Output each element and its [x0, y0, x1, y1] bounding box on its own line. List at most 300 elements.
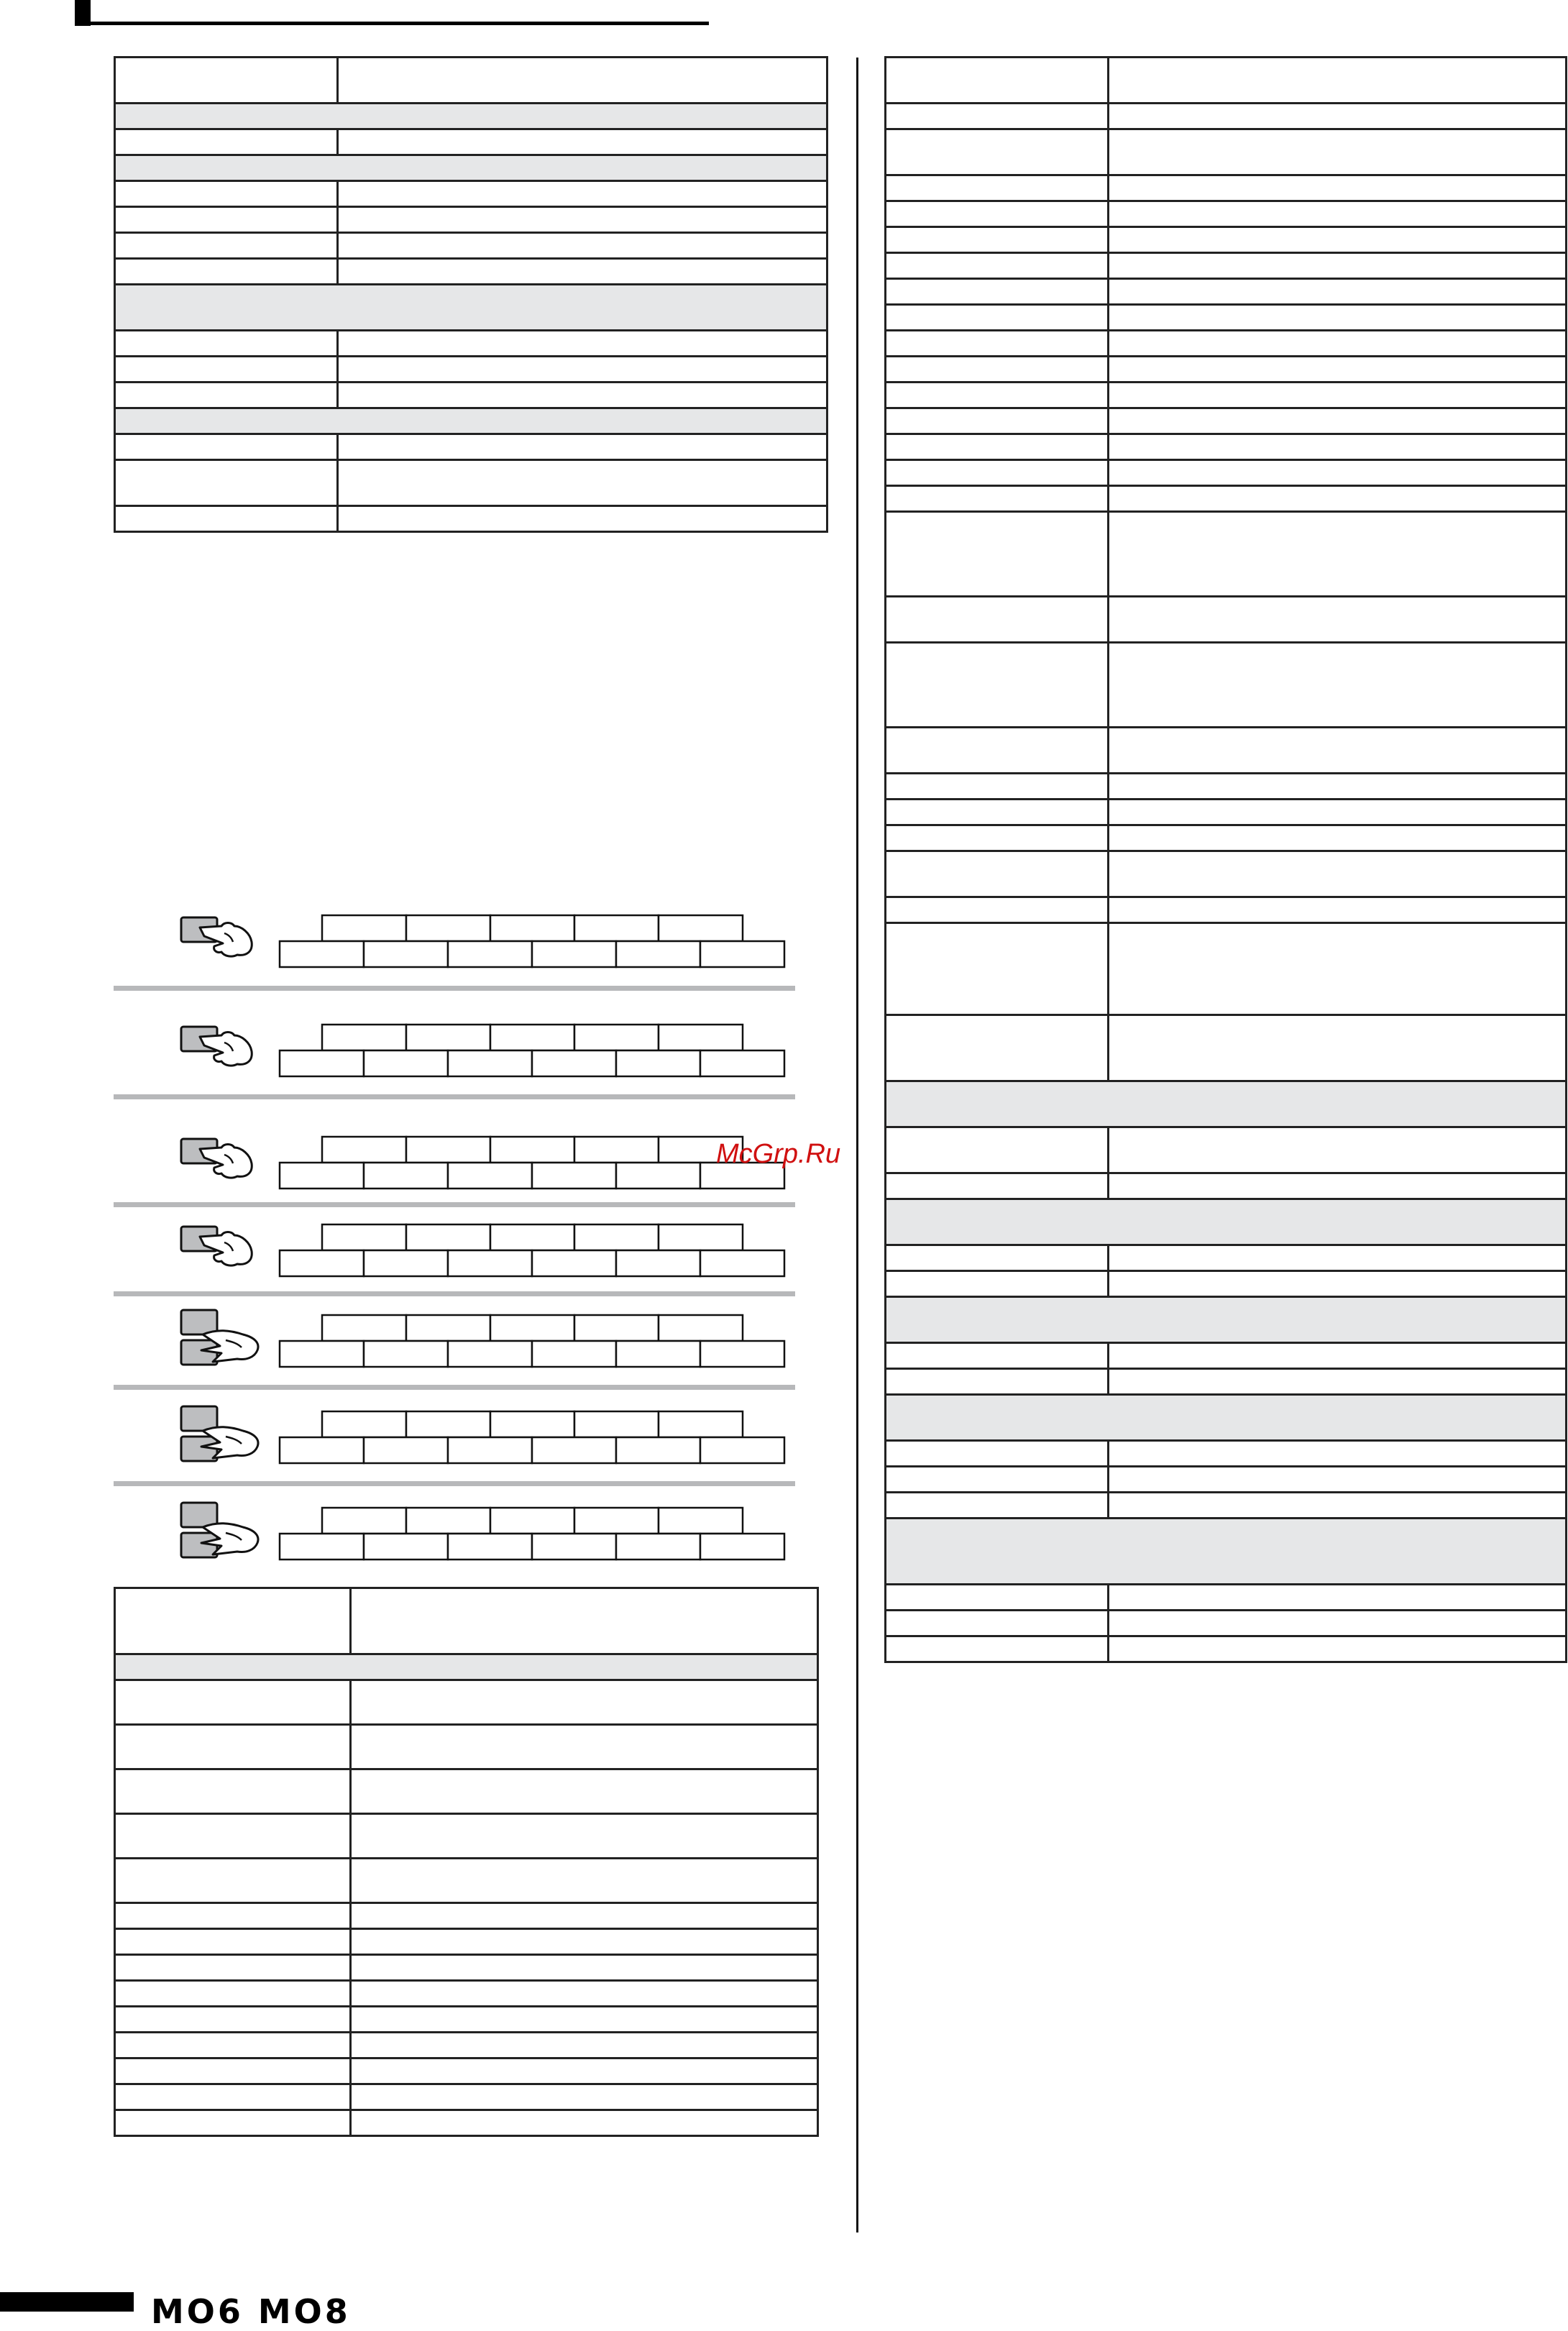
table-row: [115, 181, 827, 207]
description-cell: [1109, 1585, 1567, 1611]
lower-key: [280, 1437, 364, 1463]
description-cell: [1109, 201, 1567, 227]
parameter-cell: [886, 1585, 1109, 1611]
description-cell: [338, 331, 827, 357]
upper-key: [574, 1137, 659, 1163]
table-row: [886, 774, 1567, 800]
table-row: [115, 259, 827, 285]
lower-key: [364, 1163, 448, 1189]
description-cell: [1109, 800, 1567, 825]
parameter-cell: [886, 1343, 1109, 1369]
description-cell: [351, 2033, 818, 2058]
table-row: [115, 233, 827, 259]
description-cell: [1109, 227, 1567, 253]
table-row: [886, 460, 1567, 486]
parameter-cell: [115, 331, 338, 357]
lower-key: [616, 1250, 700, 1276]
header-rule: [75, 22, 709, 25]
table-section-row: [115, 285, 827, 331]
parameter-cell: [115, 2110, 351, 2136]
upper-key: [406, 1137, 490, 1163]
section-cell: [886, 1519, 1567, 1585]
upper-key: [490, 1224, 574, 1250]
table-section-row: [886, 1519, 1567, 1585]
table-row: [886, 643, 1567, 728]
keyboard-diagram: [277, 913, 787, 971]
description-cell: [1109, 460, 1567, 486]
table-row: [886, 1493, 1567, 1519]
lower-key: [616, 1341, 700, 1367]
parameter-cell: [115, 259, 338, 285]
table-row: [115, 506, 827, 532]
parameter-cell: [886, 1127, 1109, 1173]
keyboard-diagram: [277, 1135, 787, 1192]
description-cell: [351, 1929, 818, 1955]
lower-key: [700, 1050, 784, 1076]
description-cell: [1109, 728, 1567, 774]
upper-key: [406, 1508, 490, 1534]
parameter-cell: [886, 597, 1109, 643]
section-cell: [115, 285, 827, 331]
description-cell: [351, 2007, 818, 2033]
description-cell: [1109, 1441, 1567, 1467]
upper-key: [406, 915, 490, 941]
lower-key: [700, 1437, 784, 1463]
table-row: [886, 175, 1567, 201]
description-cell: [1109, 1636, 1567, 1662]
parameter-cell: [886, 227, 1109, 253]
parameter-cell: [886, 923, 1109, 1015]
description-cell: [1109, 851, 1567, 897]
parameter-cell: [115, 1725, 351, 1769]
parameter-cell: [115, 233, 338, 259]
parameter-cell: [115, 129, 338, 155]
table-row: [886, 1173, 1567, 1199]
description-cell: [1109, 1611, 1567, 1636]
lower-key: [616, 941, 700, 967]
table-row: [886, 597, 1567, 643]
upper-key: [574, 1411, 659, 1437]
parameter-cell: [115, 1769, 351, 1814]
description-cell: [1109, 383, 1567, 408]
lower-key: [532, 941, 616, 967]
description-cell: [1109, 331, 1567, 357]
parameter-cell: [886, 279, 1109, 305]
parameter-cell: [115, 2007, 351, 2033]
watermark: McGrp.Ru: [716, 1139, 841, 1169]
lower-key: [700, 1534, 784, 1560]
section-cell: [115, 1654, 818, 1680]
table-row: [886, 1015, 1567, 1081]
description-cell: [1109, 1271, 1567, 1297]
lower-key: [616, 1437, 700, 1463]
parameter-cell: [115, 434, 338, 460]
parameter-cell: [115, 1680, 351, 1725]
upper-key: [322, 1137, 406, 1163]
description-cell: [1109, 643, 1567, 728]
table-row: [886, 1467, 1567, 1493]
section-cell: [886, 1199, 1567, 1245]
upper-key: [490, 1137, 574, 1163]
lower-key: [280, 1050, 364, 1076]
finger-press-icon: [180, 1133, 273, 1212]
lower-key: [700, 1341, 784, 1367]
table-section-row: [115, 408, 827, 434]
parameter-cell: [115, 2058, 351, 2084]
parameter-cell: [115, 58, 338, 104]
table-row: [886, 1585, 1567, 1611]
footer-page-block: [0, 2292, 134, 2312]
table-row: [115, 2007, 818, 2033]
upper-key: [322, 1411, 406, 1437]
description-cell: [1109, 1245, 1567, 1271]
parameter-cell: [115, 207, 338, 233]
description-cell: [1109, 923, 1567, 1015]
description-cell: [338, 129, 827, 155]
lower-key: [280, 1163, 364, 1189]
lower-key: [448, 941, 532, 967]
two-finger-press-icon: [180, 1402, 273, 1481]
table-row: [886, 800, 1567, 825]
description-cell: [338, 383, 827, 408]
lower-key: [364, 1341, 448, 1367]
description-cell: [351, 1725, 818, 1769]
description-cell: [1109, 825, 1567, 851]
upper-key: [490, 1315, 574, 1341]
table-row: [886, 227, 1567, 253]
description-cell: [338, 357, 827, 383]
table-section-row: [115, 104, 827, 129]
table-header-row: [115, 1588, 818, 1654]
description-cell: [351, 1680, 818, 1725]
table-row: [886, 486, 1567, 512]
description-cell: [338, 434, 827, 460]
description-cell: [1109, 597, 1567, 643]
upper-key: [490, 1508, 574, 1534]
description-cell: [338, 181, 827, 207]
two-finger-press-icon: [180, 1306, 273, 1385]
upper-key: [322, 915, 406, 941]
section-cell: [115, 104, 827, 129]
parameter-cell: [115, 181, 338, 207]
finger-press-icon: [180, 1221, 273, 1300]
upper-key: [659, 915, 743, 941]
table-section-row: [886, 1395, 1567, 1441]
description-cell: [1109, 774, 1567, 800]
description-cell: [1109, 1127, 1567, 1173]
table-row: [886, 357, 1567, 383]
description-cell: [1109, 1015, 1567, 1081]
parameter-cell: [886, 305, 1109, 331]
table-row: [115, 434, 827, 460]
upper-key: [659, 1025, 743, 1050]
upper-key: [322, 1508, 406, 1534]
description-cell: [351, 1981, 818, 2007]
section-cell: [886, 1395, 1567, 1441]
two-finger-press-icon: [180, 1498, 273, 1577]
lower-key: [280, 941, 364, 967]
description-cell: [1109, 512, 1567, 597]
keyboard-diagram: [277, 1313, 787, 1370]
upper-key: [574, 915, 659, 941]
parameter-cell: [886, 383, 1109, 408]
upper-key: [490, 915, 574, 941]
upper-key: [406, 1315, 490, 1341]
table-row: [886, 851, 1567, 897]
description-cell: [338, 259, 827, 285]
parameter-cell: [115, 1981, 351, 2007]
parameter-cell: [115, 506, 338, 532]
parameter-cell: [886, 800, 1109, 825]
table-row: [886, 279, 1567, 305]
parameter-cell: [886, 897, 1109, 923]
parameter-cell: [886, 434, 1109, 460]
parameter-cell: [886, 357, 1109, 383]
parameter-cell: [886, 825, 1109, 851]
right-table: [884, 56, 1567, 1663]
lower-key: [532, 1163, 616, 1189]
table-section-row: [115, 155, 827, 181]
table-row: [886, 383, 1567, 408]
description-cell: [338, 233, 827, 259]
description-cell: [338, 460, 827, 506]
parameter-cell: [886, 460, 1109, 486]
description-cell: [1109, 175, 1567, 201]
lower-key: [280, 1341, 364, 1367]
description-cell: [1109, 279, 1567, 305]
table-row: [115, 460, 827, 506]
diagram-separator: [114, 1481, 795, 1486]
parameter-cell: [886, 851, 1109, 897]
parameter-cell: [115, 2033, 351, 2058]
table-row: [886, 129, 1567, 175]
parameter-cell: [886, 1611, 1109, 1636]
parameter-cell: [886, 201, 1109, 227]
table-row: [115, 1769, 818, 1814]
table-row: [115, 2058, 818, 2084]
section-cell: [886, 1297, 1567, 1343]
description-cell: [351, 1859, 818, 1903]
table-section-row: [886, 1199, 1567, 1245]
parameter-cell: [115, 1903, 351, 1929]
table-header-row: [886, 58, 1567, 104]
section-cell: [886, 1081, 1567, 1127]
table-row: [115, 1725, 818, 1769]
parameter-cell: [886, 1493, 1109, 1519]
table-row: [115, 1955, 818, 1981]
parameter-cell: [115, 2084, 351, 2110]
section-cell: [115, 408, 827, 434]
lower-key: [532, 1050, 616, 1076]
parameter-cell: [886, 1467, 1109, 1493]
table-row: [886, 1127, 1567, 1173]
description-cell: [351, 2058, 818, 2084]
description-cell: [1109, 1343, 1567, 1369]
description-cell: [1109, 1369, 1567, 1395]
parameter-cell: [115, 1859, 351, 1903]
description-cell: [1109, 408, 1567, 434]
lower-key: [448, 1050, 532, 1076]
table-section-row: [886, 1297, 1567, 1343]
upper-key: [574, 1025, 659, 1050]
table-row: [886, 923, 1567, 1015]
parameter-cell: [115, 1955, 351, 1981]
parameter-cell: [886, 1245, 1109, 1271]
parameter-cell: [886, 1636, 1109, 1662]
finger-press-icon: [180, 1021, 273, 1100]
table-row: [886, 1245, 1567, 1271]
parameter-cell: [886, 331, 1109, 357]
table-row: [115, 207, 827, 233]
lower-key: [616, 1534, 700, 1560]
description-cell: [338, 207, 827, 233]
table-row: [115, 331, 827, 357]
top-left-table: [114, 56, 828, 533]
parameter-cell: [115, 1814, 351, 1859]
description-cell: [351, 1588, 818, 1654]
upper-key: [490, 1025, 574, 1050]
table-row: [886, 728, 1567, 774]
table-row: [886, 1636, 1567, 1662]
table-row: [886, 897, 1567, 923]
parameter-cell: [886, 175, 1109, 201]
description-cell: [1109, 1493, 1567, 1519]
table-row: [886, 408, 1567, 434]
lower-key: [364, 1250, 448, 1276]
keyboard-diagram: [277, 1022, 787, 1080]
description-cell: [1109, 357, 1567, 383]
description-cell: [1109, 486, 1567, 512]
lower-key: [700, 941, 784, 967]
lower-key: [448, 1163, 532, 1189]
description-cell: [1109, 129, 1567, 175]
bottom-left-table: [114, 1587, 819, 2137]
lower-key: [448, 1341, 532, 1367]
upper-key: [406, 1224, 490, 1250]
lower-key: [532, 1437, 616, 1463]
lower-key: [532, 1341, 616, 1367]
description-cell: [1109, 253, 1567, 279]
lower-key: [448, 1534, 532, 1560]
table-row: [886, 104, 1567, 129]
parameter-cell: [886, 1271, 1109, 1297]
lower-key: [280, 1250, 364, 1276]
table-row: [115, 1814, 818, 1859]
upper-key: [406, 1411, 490, 1437]
description-cell: [338, 506, 827, 532]
description-cell: [351, 2110, 818, 2136]
table-row: [886, 512, 1567, 597]
lower-key: [364, 1050, 448, 1076]
description-cell: [1109, 1173, 1567, 1199]
description-cell: [1109, 434, 1567, 460]
parameter-cell: [886, 486, 1109, 512]
table-row: [886, 331, 1567, 357]
table-row: [886, 1611, 1567, 1636]
description-cell: [1109, 1467, 1567, 1493]
table-row: [115, 2110, 818, 2136]
parameter-cell: [886, 408, 1109, 434]
table-row: [115, 1680, 818, 1725]
table-row: [115, 2084, 818, 2110]
description-cell: [338, 58, 827, 104]
parameter-cell: [115, 357, 338, 383]
lower-key: [364, 1534, 448, 1560]
parameter-cell: [886, 1441, 1109, 1467]
parameter-cell: [886, 129, 1109, 175]
lower-key: [364, 1437, 448, 1463]
table-row: [886, 434, 1567, 460]
parameter-cell: [886, 728, 1109, 774]
parameter-cell: [886, 104, 1109, 129]
table-row: [886, 1271, 1567, 1297]
lower-key: [448, 1250, 532, 1276]
upper-key: [322, 1224, 406, 1250]
column-divider: [856, 58, 858, 2232]
upper-key: [659, 1508, 743, 1534]
parameter-cell: [886, 512, 1109, 597]
table-row: [886, 825, 1567, 851]
finger-press-icon: [180, 912, 273, 991]
upper-key: [322, 1025, 406, 1050]
parameter-cell: [886, 58, 1109, 104]
description-cell: [1109, 58, 1567, 104]
table-row: [115, 129, 827, 155]
parameter-cell: [115, 460, 338, 506]
parameter-cell: [115, 383, 338, 408]
table-row: [115, 357, 827, 383]
parameter-cell: [886, 1173, 1109, 1199]
upper-key: [659, 1224, 743, 1250]
table-row: [886, 253, 1567, 279]
lower-key: [280, 1534, 364, 1560]
table-row: [115, 2033, 818, 2058]
description-cell: [351, 1814, 818, 1859]
section-cell: [115, 155, 827, 181]
upper-key: [574, 1224, 659, 1250]
upper-key: [574, 1508, 659, 1534]
upper-key: [406, 1025, 490, 1050]
lower-key: [616, 1050, 700, 1076]
table-row: [115, 383, 827, 408]
description-cell: [351, 1955, 818, 1981]
upper-key: [322, 1315, 406, 1341]
keyboard-diagram: [277, 1506, 787, 1563]
parameter-cell: [886, 774, 1109, 800]
description-cell: [351, 2084, 818, 2110]
table-row: [115, 1859, 818, 1903]
upper-key: [659, 1315, 743, 1341]
keyboard-diagram: [277, 1409, 787, 1467]
parameter-cell: [886, 643, 1109, 728]
parameter-cell: [886, 1369, 1109, 1395]
upper-key: [574, 1315, 659, 1341]
lower-key: [616, 1163, 700, 1189]
keyboard-diagram: [277, 1222, 787, 1280]
lower-key: [448, 1437, 532, 1463]
lower-key: [532, 1534, 616, 1560]
table-row: [115, 1929, 818, 1955]
description-cell: [351, 1769, 818, 1814]
table-section-row: [886, 1081, 1567, 1127]
parameter-cell: [886, 253, 1109, 279]
table-row: [115, 1981, 818, 2007]
lower-key: [700, 1250, 784, 1276]
diagram-separator: [114, 1385, 795, 1390]
table-row: [886, 1343, 1567, 1369]
table-row: [886, 1441, 1567, 1467]
table-row: [886, 1369, 1567, 1395]
